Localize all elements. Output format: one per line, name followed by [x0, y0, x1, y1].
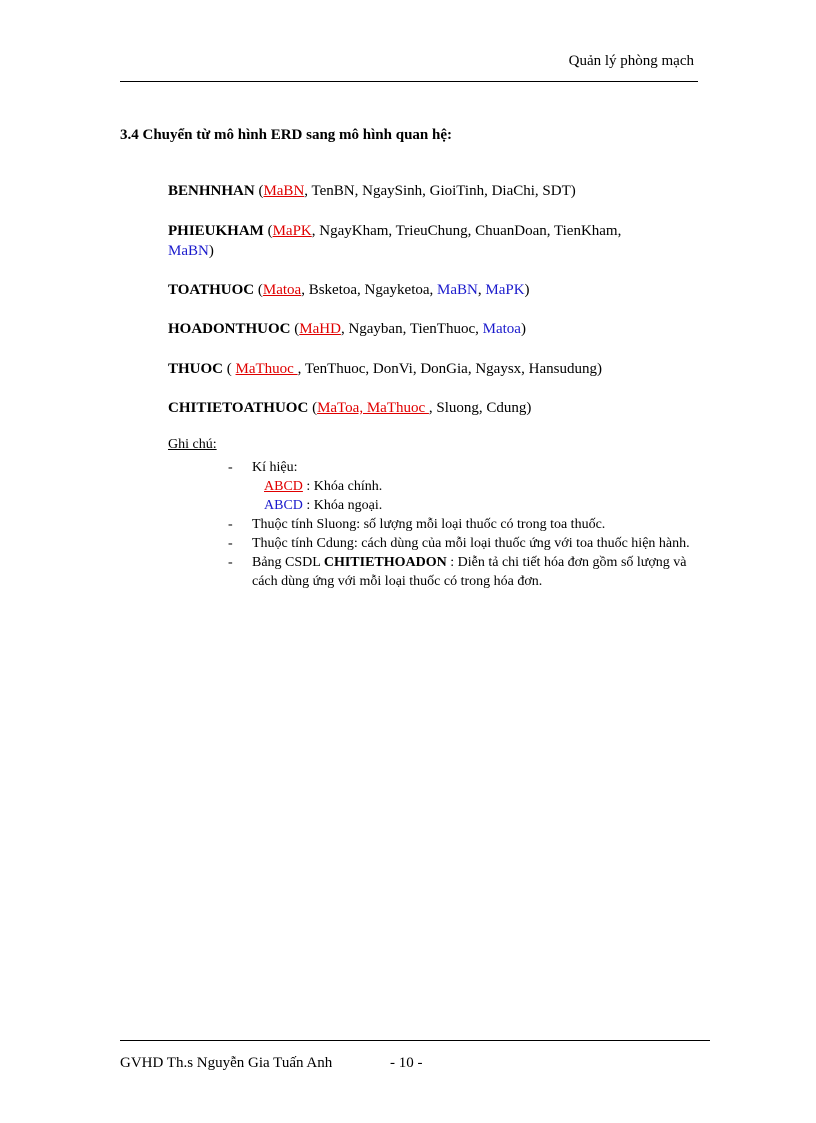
note-item-cdung: - Thuộc tính Cdung: cách dùng của mỗi loại thuốc ứng với toa thuốc hiện hành.	[228, 536, 690, 551]
relation-phieukham: PHIEUKHAM (MaPK, NgayKham, TrieuChung, ChuanDoan, TienKham, MaBN)	[168, 223, 622, 259]
table-name: CHITIETHOADON	[323, 555, 447, 570]
relation-name: TOATHUOC	[168, 282, 255, 298]
primary-key-sample: ABCD	[264, 479, 303, 494]
bullet-dash: -	[228, 555, 233, 570]
bullet-dash: -	[228, 536, 233, 551]
note-item-legend: - Kí hiệu:	[228, 460, 298, 475]
header-divider	[120, 81, 698, 82]
relation-thuoc: THUOC ( MaThuoc , TenThuoc, DonVi, DonGia, Ngaysx, Hansudung)	[168, 361, 602, 377]
primary-key: MaPK	[272, 223, 312, 239]
relation-name: CHITIETOATHUOC	[168, 400, 309, 416]
note-item-chitiethoadon: - Bảng CSDL CHITIETHOADON : Diễn tả chi tiết hóa đơn gồm số lượng và cách dùng ứng với mỗi loại thuốc có trong hóa đơn.	[228, 555, 687, 589]
foreign-key: Matoa	[482, 321, 521, 337]
relation-name: PHIEUKHAM	[168, 223, 264, 239]
footer-divider	[120, 1040, 710, 1041]
header-title: Quản lý phòng mạch	[568, 53, 694, 69]
relation-name: THUOC	[168, 361, 224, 377]
relation-toathuoc: TOATHUOC (Matoa, Bsketoa, Ngayketoa, MaBN, MaPK)	[168, 282, 530, 298]
primary-key: MaThuoc	[235, 361, 298, 377]
primary-key: MaHD	[299, 321, 341, 337]
notes-title: Ghi chú:	[168, 437, 217, 452]
foreign-key: MaPK	[485, 282, 525, 298]
relation-hoadonthuoc: HOADONTHUOC (MaHD, Ngayban, TienThuoc, Matoa)	[168, 321, 526, 337]
primary-key: Matoa	[262, 282, 302, 298]
relation-benhnhan: BENHNHAN (MaBN, TenBN, NgaySinh, GioiTinh, DiaChi, SDT)	[168, 183, 576, 199]
bullet-dash: -	[228, 517, 233, 532]
bullet-dash: -	[228, 460, 233, 475]
relation-name: HOADONTHUOC	[168, 321, 291, 337]
legend-foreign-key: ABCD : Khóa ngoại.	[264, 498, 383, 513]
foreign-key: MaBN	[168, 243, 209, 259]
foreign-key-sample: ABCD	[264, 498, 303, 513]
note-item-sluong: - Thuộc tính Sluong: số lượng mỗi loại thuốc có trong toa thuốc.	[228, 517, 606, 532]
page-number: - 10 -	[390, 1055, 423, 1071]
relation-chitietoathuoc: CHITIETOATHUOC (MaToa, MaThuoc , Sluong, Cdung)	[168, 400, 532, 416]
primary-key: MaBN	[263, 183, 305, 199]
primary-key: MaToa, MaThuoc	[317, 400, 429, 416]
legend-primary-key: ABCD : Khóa chính.	[264, 479, 383, 494]
foreign-key: MaBN	[437, 282, 478, 298]
footer-instructor: GVHD Th.s Nguyễn Gia Tuấn Anh	[120, 1055, 333, 1071]
notes-list	[228, 458, 698, 591]
relation-name: BENHNHAN	[168, 183, 255, 199]
section-heading: 3.4 Chuyển từ mô hình ERD sang mô hình quan hệ:	[120, 127, 453, 143]
